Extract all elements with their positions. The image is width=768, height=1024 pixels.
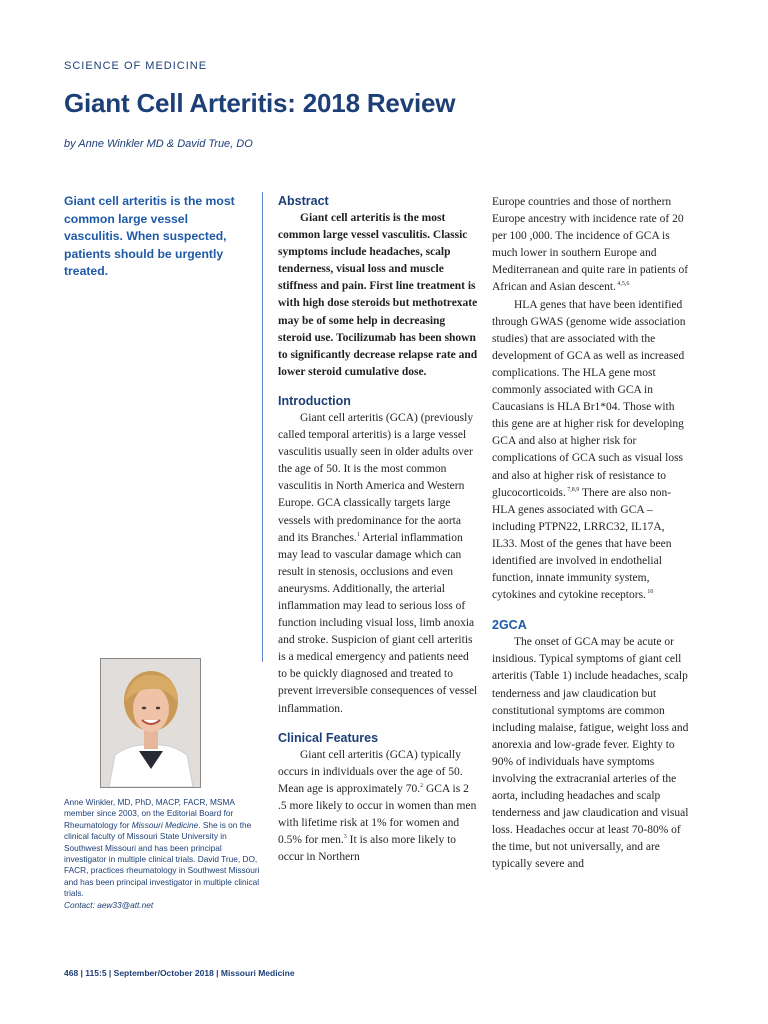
gca-section-heading: 2GCA: [492, 618, 527, 633]
hla-ref: 7,8,9: [565, 486, 580, 493]
clinical-features-heading: Clinical Features: [278, 730, 379, 745]
page-footer: 468 | 115:5 | September/October 2018 | Missouri Medicine: [64, 968, 295, 978]
column-divider: [262, 192, 263, 662]
author-photo: [100, 658, 201, 788]
introduction-text: [278, 410, 478, 718]
intro-text-b: Arterial inflammation may lead to vascular damage which can result in stenosis, occlusions and even aneurysms. Additionally, the arterial inflammation may lead to serious loss of function including visual loss, limb anoxia and stroke. Suspicion of giant cell arteritis is a medical emergency and patients need to be quickly diagnosed and treated to prevent irreversible consequences of vessel inflammation.: [278, 531, 478, 715]
clinical-ref-2: 2: [420, 782, 424, 789]
clinical-text-c: It is also more likely to occur in Northern: [278, 834, 457, 864]
author-caption: [64, 797, 260, 911]
caption-journal: Missouri Medicine: [131, 819, 199, 830]
intro-ref-1: 1: [356, 531, 360, 538]
abstract-heading: Abstract: [278, 194, 329, 208]
clinical-text-b: GCA is 2 .5 more likely to occur in women than men with lifetime risk at 1% for women and 0.5% for men.: [278, 782, 477, 847]
introduction-heading: Introduction: [278, 393, 351, 408]
caption-contact: Contact: aew33@att.net: [64, 899, 154, 910]
article-title: Giant Cell Arteritis: 2018 Review: [64, 88, 456, 118]
right-column: [492, 194, 692, 874]
hla-genes-text: [492, 297, 692, 605]
clinical-ref-3: 3: [343, 834, 347, 841]
middle-column: [278, 192, 478, 866]
author-portrait-icon: [101, 659, 200, 787]
caption-text: Anne Winkler, MD, PhD, MACP, FACR, MSMA member since 2003, on the Editorial Board for Rheumatology for: [64, 797, 235, 830]
cont-ref: 4,5,6: [615, 281, 630, 288]
byline: by Anne Winkler MD & David True, DO: [64, 138, 253, 150]
onset-text: The onset of GCA may be acute or insidious. Typical symptoms of giant cell arteritis (Table 1) include headaches, scalp tenderness and jaw claudication but constitutional symptoms are common including malaise, fatigue, weight loss and anorexia and low-grade fever. Eighty to 90% of individuals have symptoms involving the extracranial arteries of the aorta, including headaches and scalp tenderness and jaw claudication and visual loss. Headaches occur at least 70-80% of the time, but not universally, and are typically severe and: [492, 636, 689, 871]
hla-text-b: There are also non-HLA genes associated with GCA – including PTPN22, LRRC32, IL17A, IL33. Most of the genes that have been identified are involved in endothelial function, innate immunity system, cytokines and cytokine receptors.: [492, 486, 672, 602]
pull-quote: Giant cell arteritis is the most common large vessel vasculitis. When suspected, patients should be urgently treated.: [64, 194, 235, 278]
epidemiology-continued-text: [492, 194, 692, 297]
section-label: SCIENCE OF MEDICINE: [64, 60, 208, 72]
hla-text-a: HLA genes that have been identified through GWAS (genome wide association studies) that are associated with the development of GCA as well as increased complications. The HLA gene most commonly associated with GCA in Caucasians is HLA Br1*04. Those with this gene are at higher risk for developing GCA and also at higher risk for complications of GCA such as visual loss and also at higher risk of resistance to glucocorticoids.: [492, 298, 686, 499]
intro-text-a: Giant cell arteritis (GCA) (previously called temporal arteritis) is a large vessel vasculitis usually seen in older adults over the age of 50. It is the most common vasculitis in North America and Western Europe. GCA classically targets large vessels with predominance for the aorta and its Branches.: [278, 411, 474, 544]
clinical-features-text: [278, 747, 478, 867]
cont-text: Europe countries and those of northern Europe ancestry with incidence rate of 20 per 100 ,000. The incidence of GCA is much lower in southern Europe and Mediterranean and quite rare in patients of African and Asian descent.: [492, 196, 689, 294]
caption-text-cont: . She is on the clinical faculty of Missouri State University in Southwest Missouri and has been principal investigator in multiple clinical trials. David True, DO, FACR, practices rheumatology in Southwest Missouri and has been principal investigator in multiple clinical trials.: [64, 819, 260, 899]
clinical-text-a: Giant cell arteritis (GCA) typically occurs in individuals over the age of 50. Mean age is approximately 70.: [278, 748, 463, 795]
hla-ref-2: 10: [645, 589, 654, 596]
abstract-text: Giant cell arteritis is the most common large vessel vasculitis. Classic symptoms include headaches, scalp tenderness, visual loss and muscle stiffness and pain. First line treatment is with high dose steroids but methotrexate may be of some help in decreasing steroid use. Tocilizumab has been shown to significantly decrease relapse rate and lower steroid cumulative dose.: [278, 212, 478, 378]
